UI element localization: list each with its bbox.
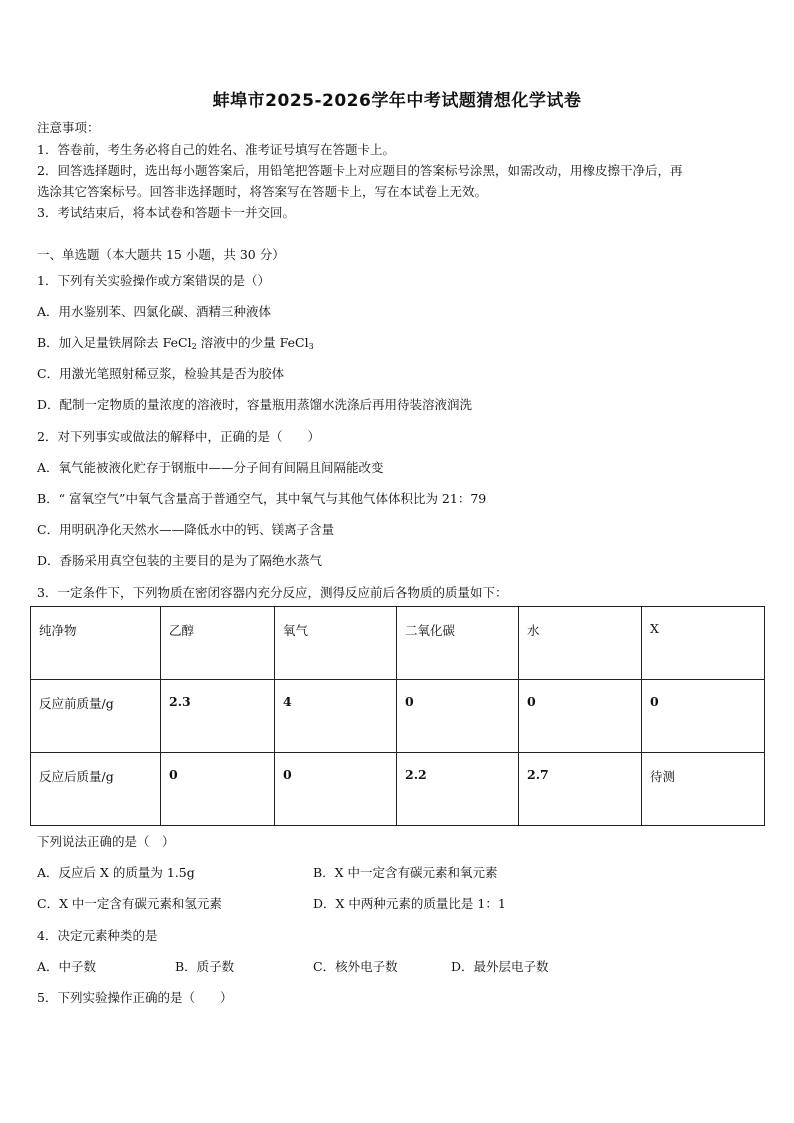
table-cell: 氧气 bbox=[275, 607, 397, 680]
table-cell: 纯净物 bbox=[31, 607, 161, 680]
table-cell: X bbox=[642, 607, 765, 680]
q5-stem: 5．下列实验操作正确的是（ ） bbox=[37, 990, 233, 1005]
mass-table bbox=[30, 606, 765, 826]
q3-stem: 3．一定条件下，下列物质在密闭容器内充分反应，测得反应前后各物质的质量如下： bbox=[37, 585, 508, 600]
table-row bbox=[31, 607, 765, 680]
q1-option-d: D．配制一定物质的量浓度的溶液时，容量瓶用蒸馏水洗涤后再用待装溶液润洗 bbox=[37, 397, 473, 412]
q2-option-d: D．香肠采用真空包装的主要目的是为了隔绝水蒸气 bbox=[37, 553, 323, 568]
notice-item-2b: 选涂其它答案标号。回答非选择题时，将答案写在答题卡上，写在本试卷上无效。 bbox=[37, 184, 488, 199]
q4-option-d: D．最外层电子数 bbox=[451, 959, 549, 974]
table-cell: 待测 bbox=[642, 753, 765, 826]
q4-option-b: B．质子数 bbox=[175, 959, 235, 974]
table-cell: 4 bbox=[275, 680, 397, 753]
q4-stem: 4．决定元素种类的是 bbox=[37, 928, 158, 943]
q2-stem: 2．对下列事实或做法的解释中，正确的是（ ） bbox=[37, 429, 320, 444]
q2-option-b: B．“ 富氧空气”中氧气含量高于普通空气，其中氧气与其他气体体积比为 21：79 bbox=[37, 491, 487, 506]
notice-item-3: 3．考试结束后，将本试卷和答题卡一并交回。 bbox=[37, 205, 295, 220]
table-cell: 2.3 bbox=[161, 680, 275, 753]
table-cell: 0 bbox=[519, 680, 642, 753]
q1-option-c: C．用激光笔照射稀豆浆，检验其是否为胶体 bbox=[37, 366, 285, 381]
notice-item-2a: 2．回答选择题时，选出每小题答案后，用铅笔把答题卡上对应题目的答案标号涂黑，如需改动，用橡皮擦干净后，再 bbox=[37, 163, 683, 178]
q1-option-a: A．用水鉴别苯、四氯化碳、酒精三种液体 bbox=[37, 304, 272, 319]
q3-option-b: B．X 中一定含有碳元素和氧元素 bbox=[313, 865, 498, 880]
table-cell: 0 bbox=[161, 753, 275, 826]
q1-option-b-sub-2: 3 bbox=[308, 342, 314, 351]
table-cell: 反应后质量/g bbox=[31, 753, 161, 826]
table-cell: 0 bbox=[275, 753, 397, 826]
table-cell: 2.2 bbox=[397, 753, 519, 826]
q2-option-a: A．氧气能被液化贮存于钢瓶中——分子间有间隔且间隔能改变 bbox=[37, 460, 384, 475]
table-cell: 二氧化碳 bbox=[397, 607, 519, 680]
table-cell: 反应前质量/g bbox=[31, 680, 161, 753]
table-cell: 2.7 bbox=[519, 753, 642, 826]
table-row bbox=[31, 680, 765, 753]
q3-option-d: D．X 中两种元素的质量比是 1：1 bbox=[313, 896, 506, 911]
q1-option-b-sub-1: 2 bbox=[191, 342, 197, 351]
notice-heading: 注意事项： bbox=[37, 120, 100, 135]
q1-option-b-text-1: B．加入足量铁屑除去 FeCl bbox=[37, 335, 192, 350]
q1-stem: 1．下列有关实验操作或方案错误的是（） bbox=[37, 273, 270, 288]
page-title: 蚌埠市2025-2026学年中考试题猜想化学试卷 bbox=[212, 91, 582, 111]
q3-option-a: A．反应后 X 的质量为 1.5g bbox=[37, 865, 195, 880]
q4-option-c: C．核外电子数 bbox=[313, 959, 398, 974]
table-cell: 乙醇 bbox=[161, 607, 275, 680]
table-cell: 水 bbox=[519, 607, 642, 680]
q4-option-a: A．中子数 bbox=[37, 959, 97, 974]
table-cell: 0 bbox=[397, 680, 519, 753]
q1-option-b-text-2: 溶液中的少量 FeCl bbox=[196, 335, 309, 350]
q3-option-c: C．X 中一定含有碳元素和氢元素 bbox=[37, 896, 222, 911]
section-heading: 一、单选题（本大题共 15 小题，共 30 分） bbox=[37, 247, 285, 262]
table-cell: 0 bbox=[642, 680, 765, 753]
q2-option-c: C．用明矾净化天然水——降低水中的钙、镁离子含量 bbox=[37, 522, 335, 537]
q1-option-b bbox=[37, 334, 314, 356]
notice-item-1: 1．答卷前，考生务必将自己的姓名、准考证号填写在答题卡上。 bbox=[37, 142, 395, 157]
q3-follow-up: 下列说法正确的是（ ） bbox=[37, 834, 175, 849]
table-row bbox=[31, 753, 765, 826]
